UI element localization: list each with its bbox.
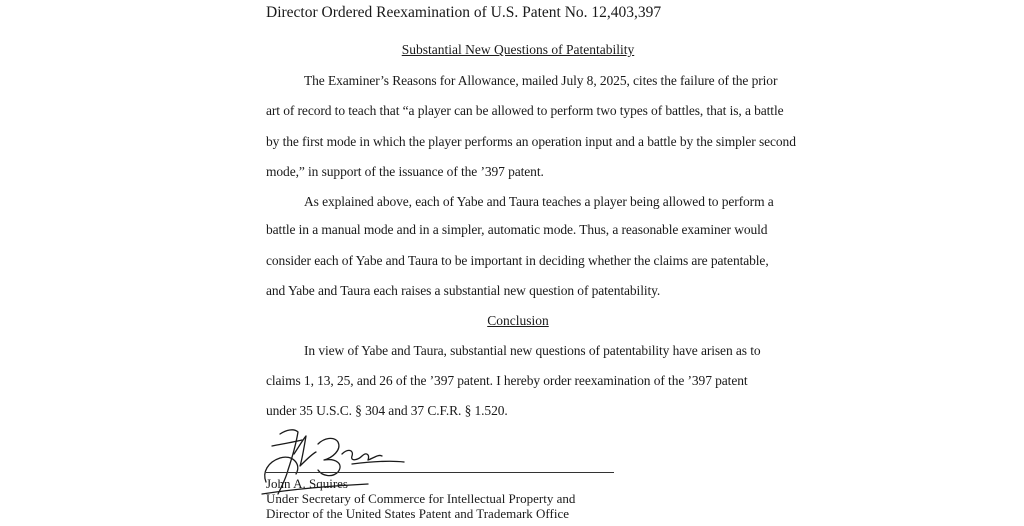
paragraph-line: In view of Yabe and Taura, substantial new questions of patentability have arisen as to: [304, 343, 761, 358]
paragraph-line: The Examiner’s Reasons for Allowance, mailed July 8, 2025, cites the failure of the prior: [304, 73, 778, 88]
paragraph-line: consider each of Yabe and Taura to be important in deciding whether the claims are patentable,: [266, 253, 769, 268]
signatory-title-line: Under Secretary of Commerce for Intellectual Property and: [266, 491, 576, 506]
paragraph-line: under 35 U.S.C. § 304 and 37 C.F.R. § 1.520.: [266, 403, 508, 418]
section-heading-conclusion: Conclusion: [487, 313, 549, 328]
document-header: Director Ordered Reexamination of U.S. Patent No. 12,403,397: [266, 4, 662, 21]
paragraph-line: mode,” in support of the issuance of the ’397 patent.: [266, 164, 544, 179]
paragraph-line: art of record to teach that “a player can be allowed to perform two types of battles, that is, a battle: [266, 103, 784, 118]
signature-line: [266, 472, 614, 473]
signatory-title-line: Director of the United States Patent and Trademark Office: [266, 506, 570, 521]
paragraph-line: and Yabe and Taura each raises a substantial new question of patentability.: [266, 283, 661, 298]
section-heading-substantial-new-questions: Substantial New Questions of Patentability: [401, 42, 635, 57]
paragraph-line: As explained above, each of Yabe and Taura teaches a player being allowed to perform a: [304, 194, 774, 209]
signatory-name: John A. Squires: [266, 476, 348, 491]
paragraph-line: claims 1, 13, 25, and 26 of the ’397 patent. I hereby order reexamination of the ’397 patent: [266, 373, 748, 388]
paragraph-line: battle in a manual mode and in a simpler, automatic mode. Thus, a reasonable examiner would: [266, 222, 768, 237]
paragraph-line: by the first mode in which the player performs an operation input and a battle by the simpler second: [266, 134, 796, 149]
